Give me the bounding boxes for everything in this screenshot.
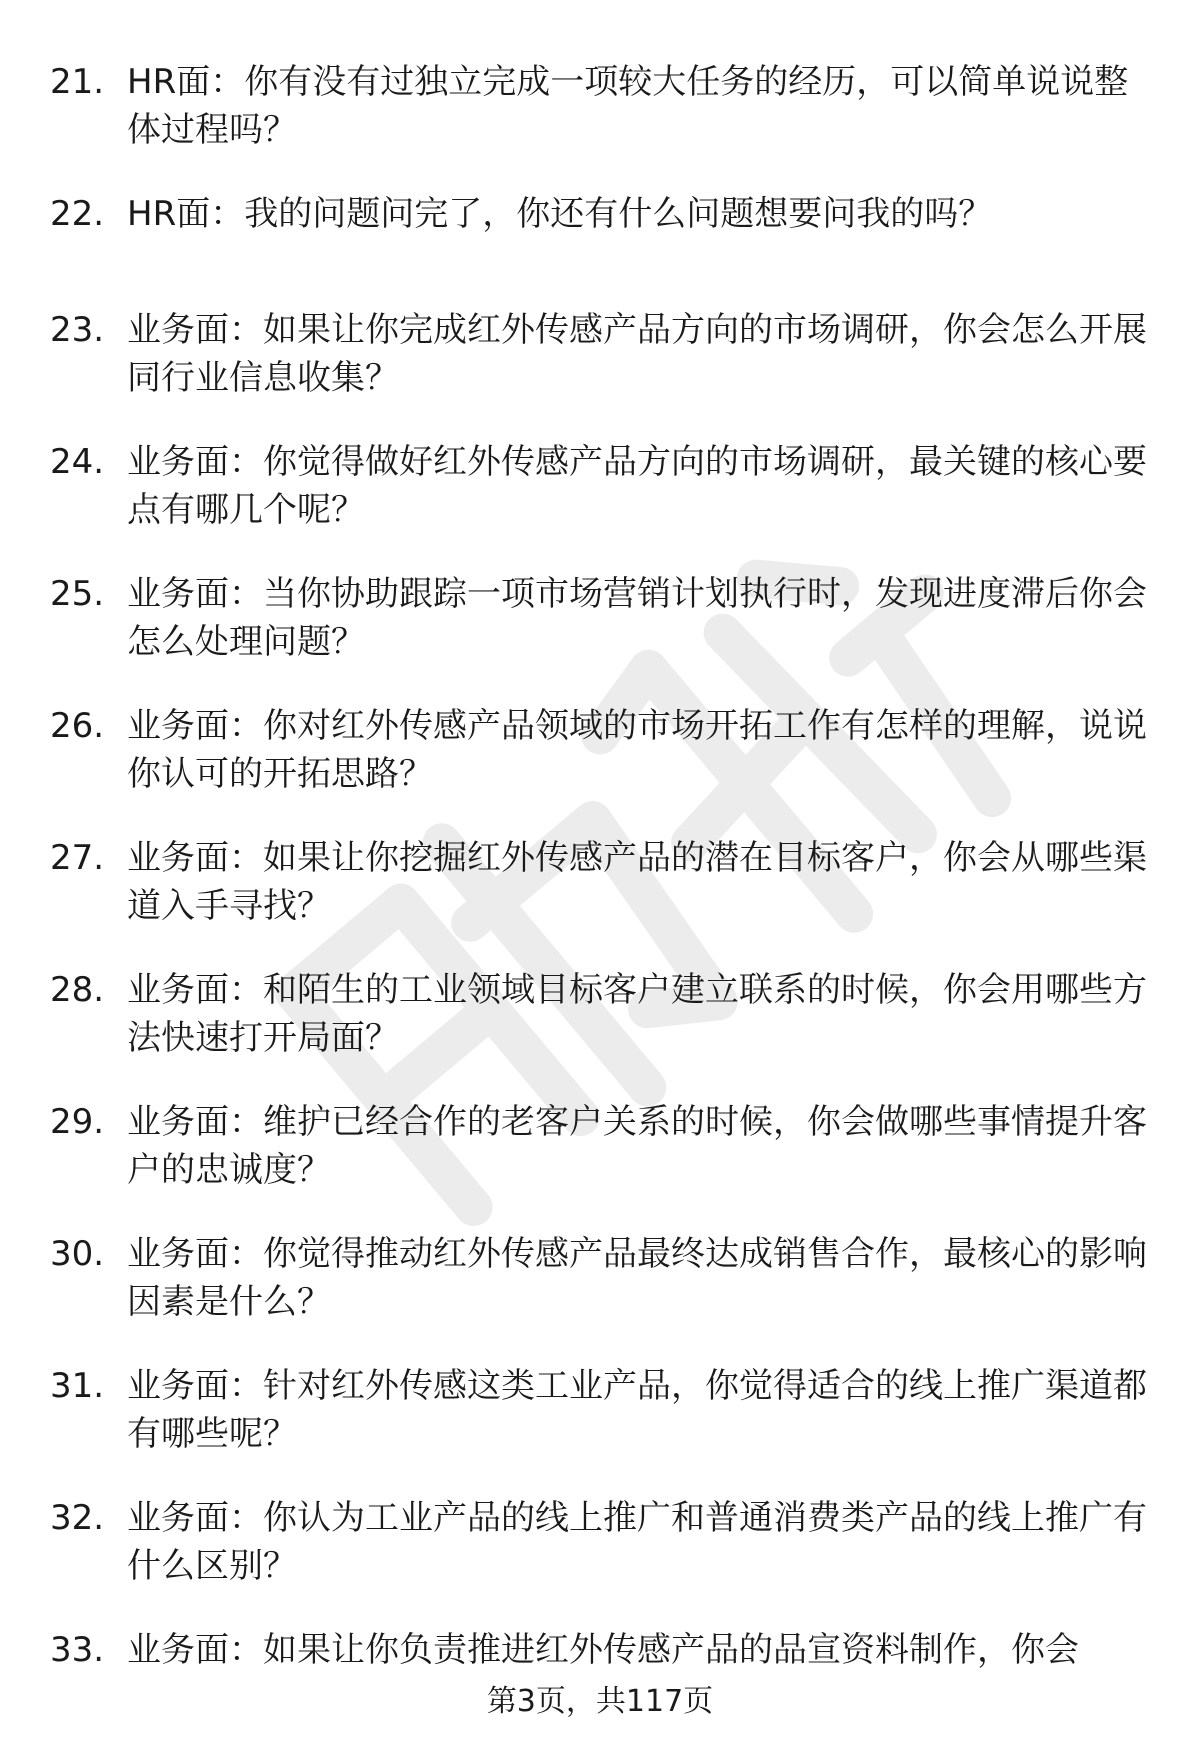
- question-number: 25.: [50, 574, 105, 614]
- page-footer: 第3页，共117页: [486, 1684, 714, 1719]
- question-number: 29.: [50, 1102, 105, 1142]
- question-item: [50, 1098, 1160, 1230]
- question-number: 26.: [50, 706, 105, 746]
- question-item: [50, 190, 1160, 306]
- question-item: [50, 58, 1160, 190]
- question-text: 业务面：你觉得推动红外传感产品最终达成销售合作，最核心的影响因素是什么？: [127, 1234, 1147, 1322]
- question-item: [50, 570, 1160, 702]
- question-text: 业务面：你认为工业产品的线上推广和普通消费类产品的线上推广有什么区别？: [127, 1498, 1147, 1586]
- question-item: [50, 1362, 1160, 1494]
- question-text: HR面：我的问题问完了，你还有什么问题想要问我的吗？: [127, 194, 993, 234]
- question-number: 30.: [50, 1234, 105, 1274]
- question-number: 24.: [50, 442, 105, 482]
- question-text: 业务面：你觉得做好红外传感产品方向的市场调研，最关键的核心要点有哪几个呢？: [127, 442, 1147, 530]
- question-text: 业务面：如果让你负责推进红外传感产品的品宣资料制作，你会: [127, 1630, 1079, 1670]
- question-number: 31.: [50, 1366, 105, 1406]
- question-text: 业务面：你对红外传感产品领域的市场开拓工作有怎样的理解，说说你认可的开拓思路？: [127, 706, 1147, 794]
- question-number: 22.: [50, 194, 105, 234]
- question-text: 业务面：维护已经合作的老客户关系的时候，你会做哪些事情提升客户的忠诚度？: [127, 1102, 1147, 1190]
- question-number: 32.: [50, 1498, 105, 1538]
- question-text: 业务面：如果让你挖掘红外传感产品的潜在目标客户，你会从哪些渠道入手寻找？: [127, 838, 1147, 926]
- question-number: 28.: [50, 970, 105, 1010]
- question-item: [50, 306, 1160, 438]
- question-number: 27.: [50, 838, 105, 878]
- question-item: [50, 438, 1160, 570]
- question-number: 21.: [50, 62, 105, 102]
- question-text: 业务面：如果让你完成红外传感产品方向的市场调研，你会怎么开展同行业信息收集？: [127, 310, 1147, 398]
- question-item: [50, 1494, 1160, 1626]
- question-item: [50, 966, 1160, 1098]
- question-number: 33.: [50, 1630, 105, 1670]
- question-list: [50, 58, 1160, 1758]
- question-text: HR面：你有没有过独立完成一项较大任务的经历，可以简单说说整体过程吗？: [127, 62, 1129, 150]
- question-text: 业务面：当你协助跟踪一项市场营销计划执行时，发现进度滞后你会怎么处理问题？: [127, 574, 1147, 662]
- question-item: [50, 834, 1160, 966]
- question-item: [50, 1230, 1160, 1362]
- question-text: 业务面：针对红外传感这类工业产品，你觉得适合的线上推广渠道都有哪些呢？: [127, 1366, 1147, 1454]
- question-item: [50, 702, 1160, 834]
- question-text: 业务面：和陌生的工业领域目标客户建立联系的时候，你会用哪些方法快速打开局面？: [127, 970, 1147, 1058]
- question-number: 23.: [50, 310, 105, 350]
